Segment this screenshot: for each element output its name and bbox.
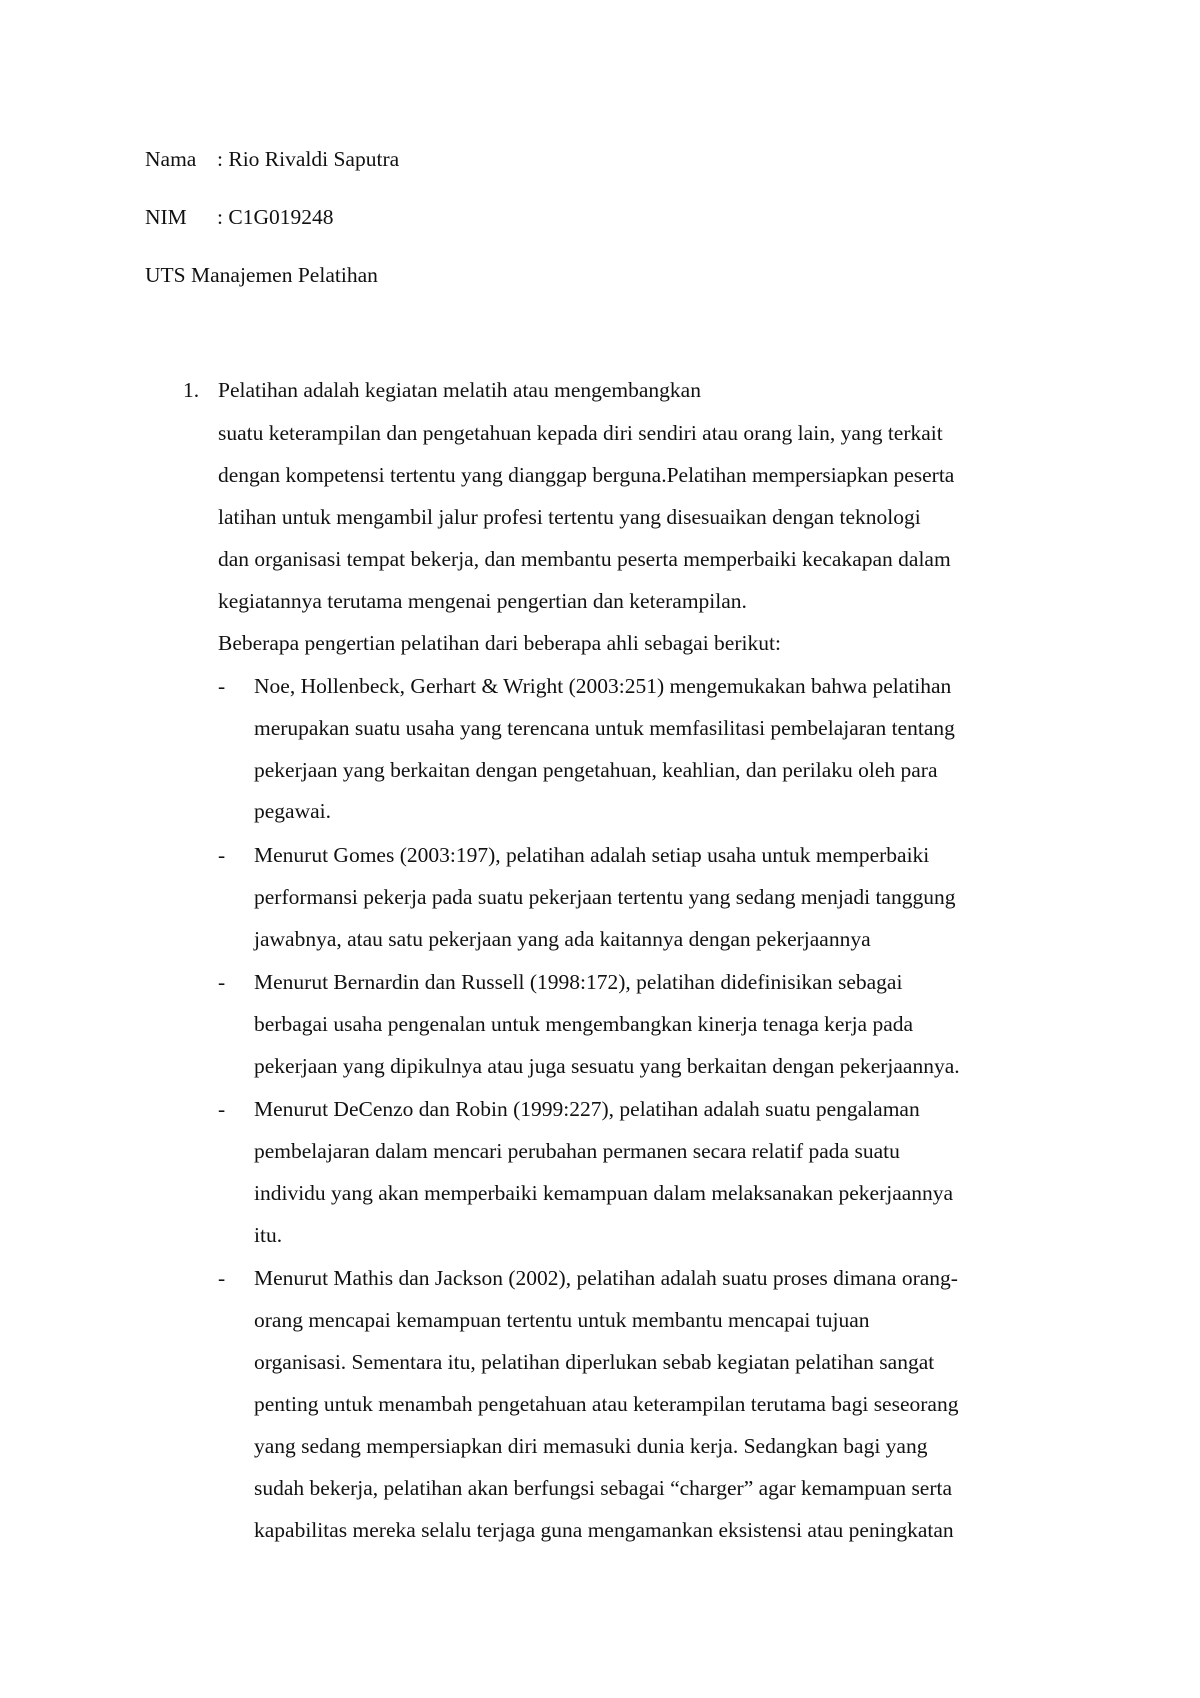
bullet-line: individu yang akan memperbaiki kemampuan dalam melaksanakan pekerjaannya (254, 1181, 954, 1205)
question-line: dengan kompetensi tertentu yang dianggap berguna.Pelatihan mempersiapkan peserta (218, 463, 955, 487)
bullet-line: pekerjaan yang berkaitan dengan pengetahuan, keahlian, dan perilaku oleh para (254, 758, 938, 782)
question-line: Beberapa pengertian pelatihan dari beberapa ahli sebagai berikut: (218, 631, 781, 655)
name-value: : Rio Rivaldi Saputra (217, 147, 400, 171)
question-line: kegiatannya terutama mengenai pengertian dan keterampilan. (218, 589, 747, 613)
question-line: suatu keterampilan dan pengetahuan kepada diri sendiri atau orang lain, yang terkait (218, 421, 943, 445)
bullet-line: Menurut DeCenzo dan Robin (1999:227), pelatihan adalah suatu pengalaman (254, 1097, 920, 1121)
bullet-line: Menurut Bernardin dan Russell (1998:172), pelatihan didefinisikan sebagai (254, 970, 903, 994)
bullet-marker: - (218, 970, 226, 994)
bullet-line: penting untuk menambah pengetahuan atau keterampilan terutama bagi seseorang (254, 1392, 959, 1416)
bullet-line: pekerjaan yang dipikulnya atau juga sesuatu yang berkaitan dengan pekerjaannya. (254, 1054, 960, 1078)
bullet-line: itu. (254, 1223, 283, 1247)
bullet-line: performansi pekerja pada suatu pekerjaan tertentu yang sedang menjadi tanggung (254, 885, 956, 909)
bullet-line: Menurut Gomes (2003:197), pelatihan adalah setiap usaha untuk memperbaiki (254, 843, 930, 867)
course-title: UTS Manajemen Pelatihan (145, 263, 378, 287)
bullet-line: pegawai. (254, 799, 332, 823)
bullet-line: jawabnya, atau satu pekerjaan yang ada kaitannya dengan pekerjaannya (254, 927, 871, 951)
question-line: Pelatihan adalah kegiatan melatih atau mengembangkan (218, 378, 701, 402)
bullet-line: organisasi. Sementara itu, pelatihan diperlukan sebab kegiatan pelatihan sangat (254, 1350, 935, 1374)
question-number: 1. (183, 378, 200, 402)
bullet-marker: - (218, 674, 226, 698)
bullet-line: merupakan suatu usaha yang terencana untuk memfasilitasi pembelajaran tentang (254, 716, 955, 740)
bullet-line: Menurut Mathis dan Jackson (2002), pelatihan adalah suatu proses dimana orang- (254, 1266, 958, 1290)
bullet-line: orang mencapai kemampuan tertentu untuk membantu mencapai tujuan (254, 1308, 870, 1332)
bullet-line: Noe, Hollenbeck, Gerhart & Wright (2003:251) mengemukakan bahwa pelatihan (254, 674, 952, 698)
name-label: Nama (145, 147, 197, 171)
student-nim-line (145, 207, 333, 229)
student-name-line (145, 149, 399, 171)
bullet-line: pembelajaran dalam mencari perubahan permanen secara relatif pada suatu (254, 1139, 900, 1163)
bullet-line: yang sedang mempersiapkan diri memasuki dunia kerja. Sedangkan bagi yang (254, 1434, 928, 1458)
bullet-marker: - (218, 1097, 226, 1121)
bullet-line: kapabilitas mereka selalu terjaga guna mengamankan eksistensi atau peningkatan (254, 1518, 954, 1542)
nim-label: NIM (145, 205, 187, 229)
question-line: latihan untuk mengambil jalur profesi tertentu yang disesuaikan dengan teknologi (218, 505, 921, 529)
bullet-marker: - (218, 843, 226, 867)
question-line: dan organisasi tempat bekerja, dan membantu peserta memperbaiki kecakapan dalam (218, 547, 951, 571)
bullet-line: sudah bekerja, pelatihan akan berfungsi sebagai “charger” agar kemampuan serta (254, 1476, 953, 1500)
nim-value: : C1G019248 (217, 205, 334, 229)
bullet-line: berbagai usaha pengenalan untuk mengembangkan kinerja tenaga kerja pada (254, 1012, 914, 1036)
bullet-marker: - (218, 1266, 226, 1290)
